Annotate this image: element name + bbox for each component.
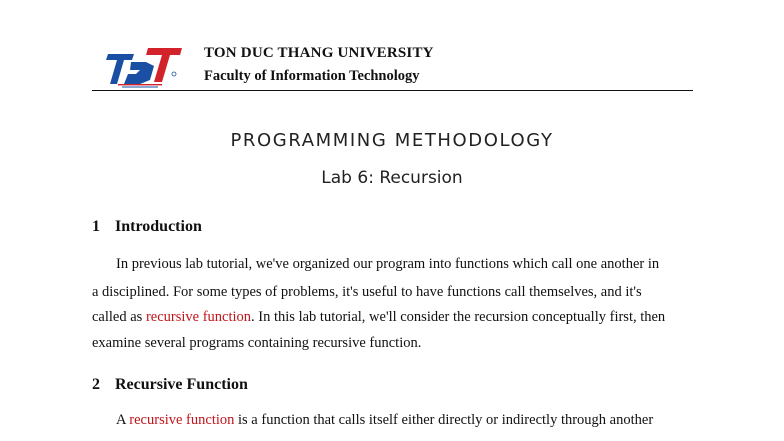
text-segment: A	[116, 412, 130, 428]
section-title: Introduction	[115, 218, 202, 235]
paragraph-line: In previous lab tutorial, we've organized our program into functions which call one another in	[116, 256, 660, 272]
paragraph-line: examine several programs containing recursive function.	[92, 335, 422, 351]
paragraph-line	[92, 309, 665, 326]
highlighted-term: recursive function	[129, 412, 235, 428]
faculty-name: Faculty of Information Technology	[204, 68, 420, 84]
text-segment: . In this lab tutorial, we'll consider the recursion conceptually first, then	[251, 309, 666, 325]
paragraph-line	[116, 412, 653, 429]
section-number: 2	[92, 376, 100, 393]
text-segment: is a function that calls itself either directly or indirectly through another	[234, 412, 654, 428]
section-number: 1	[92, 218, 100, 235]
section-title: Recursive Function	[115, 376, 248, 393]
section-heading-introduction	[92, 218, 202, 236]
lab-title: Lab 6: Recursion	[321, 168, 463, 188]
university-logo	[104, 44, 184, 90]
section-heading-recursive-function	[92, 376, 248, 394]
course-title: PROGRAMMING METHODOLOGY	[230, 130, 554, 151]
paragraph-line: a disciplined. For some types of problems, it's useful to have functions call themselves, and it's	[92, 284, 642, 300]
text-segment: called as	[92, 309, 146, 325]
highlighted-term: recursive function	[145, 309, 252, 325]
header-divider	[92, 90, 693, 91]
university-name: TON DUC THANG UNIVERSITY	[204, 45, 434, 61]
